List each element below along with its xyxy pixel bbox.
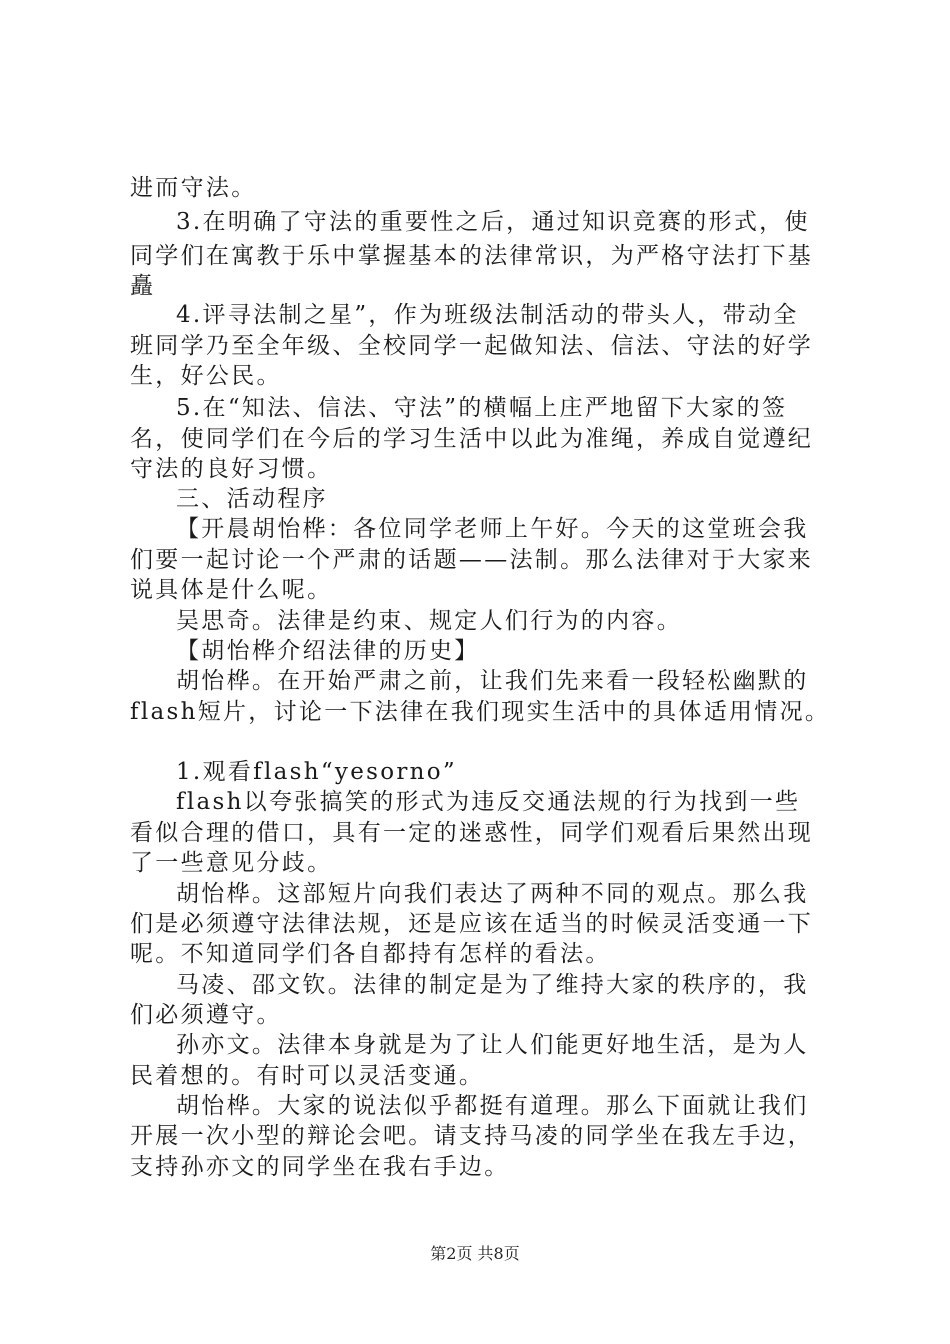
- text-line: 胡怡桦。大家的说法似乎都挺有道理。那么下面就让我们: [176, 1093, 809, 1119]
- text-line: 3.在明确了守法的重要性之后，通过知识竞赛的形式，使: [176, 209, 810, 235]
- text-line: 了一些意见分歧。: [130, 850, 333, 876]
- text-line: 们是必须遵守法律法规，还是应该在适当的时候灵活变通一下: [130, 911, 814, 937]
- text-line: 吴思奇。法律是约束、规定人们行为的内容。: [176, 608, 682, 634]
- text-line: flash以夸张搞笑的形式为违反交通法规的行为找到一些: [176, 789, 801, 815]
- text-line: 守法的良好习惯。: [130, 456, 333, 482]
- text-line: 们要一起讨论一个严肃的话题——法制。那么法律对于大家来: [130, 547, 814, 573]
- page-footer: 第2页 共8页: [430, 1244, 520, 1263]
- section-heading: 三、活动程序: [176, 486, 328, 512]
- text-line: 民着想的。有时可以灵活变通。: [130, 1063, 485, 1089]
- text-line: 同学们在寓教于乐中掌握基本的法律常识，为严格守法打下基: [130, 243, 814, 269]
- text-line: 胡怡桦。这部短片向我们表达了两种不同的观点。那么我: [176, 881, 809, 907]
- text-line: 看似合理的借口，具有一定的迷惑性，同学们观看后果然出现: [130, 820, 814, 846]
- text-line: 孙亦文。法律本身就是为了让人们能更好地生活，是为人: [176, 1032, 809, 1058]
- text-line: 【开晨胡怡桦：各位同学老师上午好。今天的这堂班会我: [176, 516, 809, 542]
- text-line: flash短片，讨论一下法律在我们现实生活中的具体适用情况。: [130, 699, 831, 725]
- text-line: 班同学乃至全年级、全校同学一起做知法、信法、守法的好学: [130, 333, 814, 359]
- text-line: 支持孙亦文的同学坐在我右手边。: [130, 1154, 510, 1180]
- text-line: 矗: [130, 273, 156, 299]
- text-line: 胡怡桦。在开始严肃之前，让我们先来看一段轻松幽默的: [176, 668, 809, 694]
- text-line: 开展一次小型的辩论会吧。请支持马凌的同学坐在我左手边，: [130, 1123, 814, 1149]
- text-line: 进而守法。: [130, 175, 257, 201]
- text-line: 说具体是什么呢。: [130, 577, 333, 603]
- text-line: 马凌、邵文钦。法律的制定是为了维持大家的秩序的，我: [176, 972, 809, 998]
- text-line: 生，好公民。: [130, 363, 282, 389]
- text-line: 名，使同学们在今后的学习生活中以此为准绳，养成自觉遵纪: [130, 426, 814, 452]
- text-line: 4.评寻法制之星”，作为班级法制活动的带头人，带动全: [176, 302, 799, 328]
- text-line: 【胡怡桦介绍法律的历史】: [176, 638, 480, 664]
- text-line: 呢。不知道同学们各自都持有怎样的看法。: [130, 941, 611, 967]
- text-line: 5.在“知法、信法、守法”的横幅上庄严地留下大家的签: [176, 395, 788, 421]
- text-line: 们必须遵守。: [130, 1002, 282, 1028]
- text-line: 1.观看flash“yesorno”: [176, 759, 457, 785]
